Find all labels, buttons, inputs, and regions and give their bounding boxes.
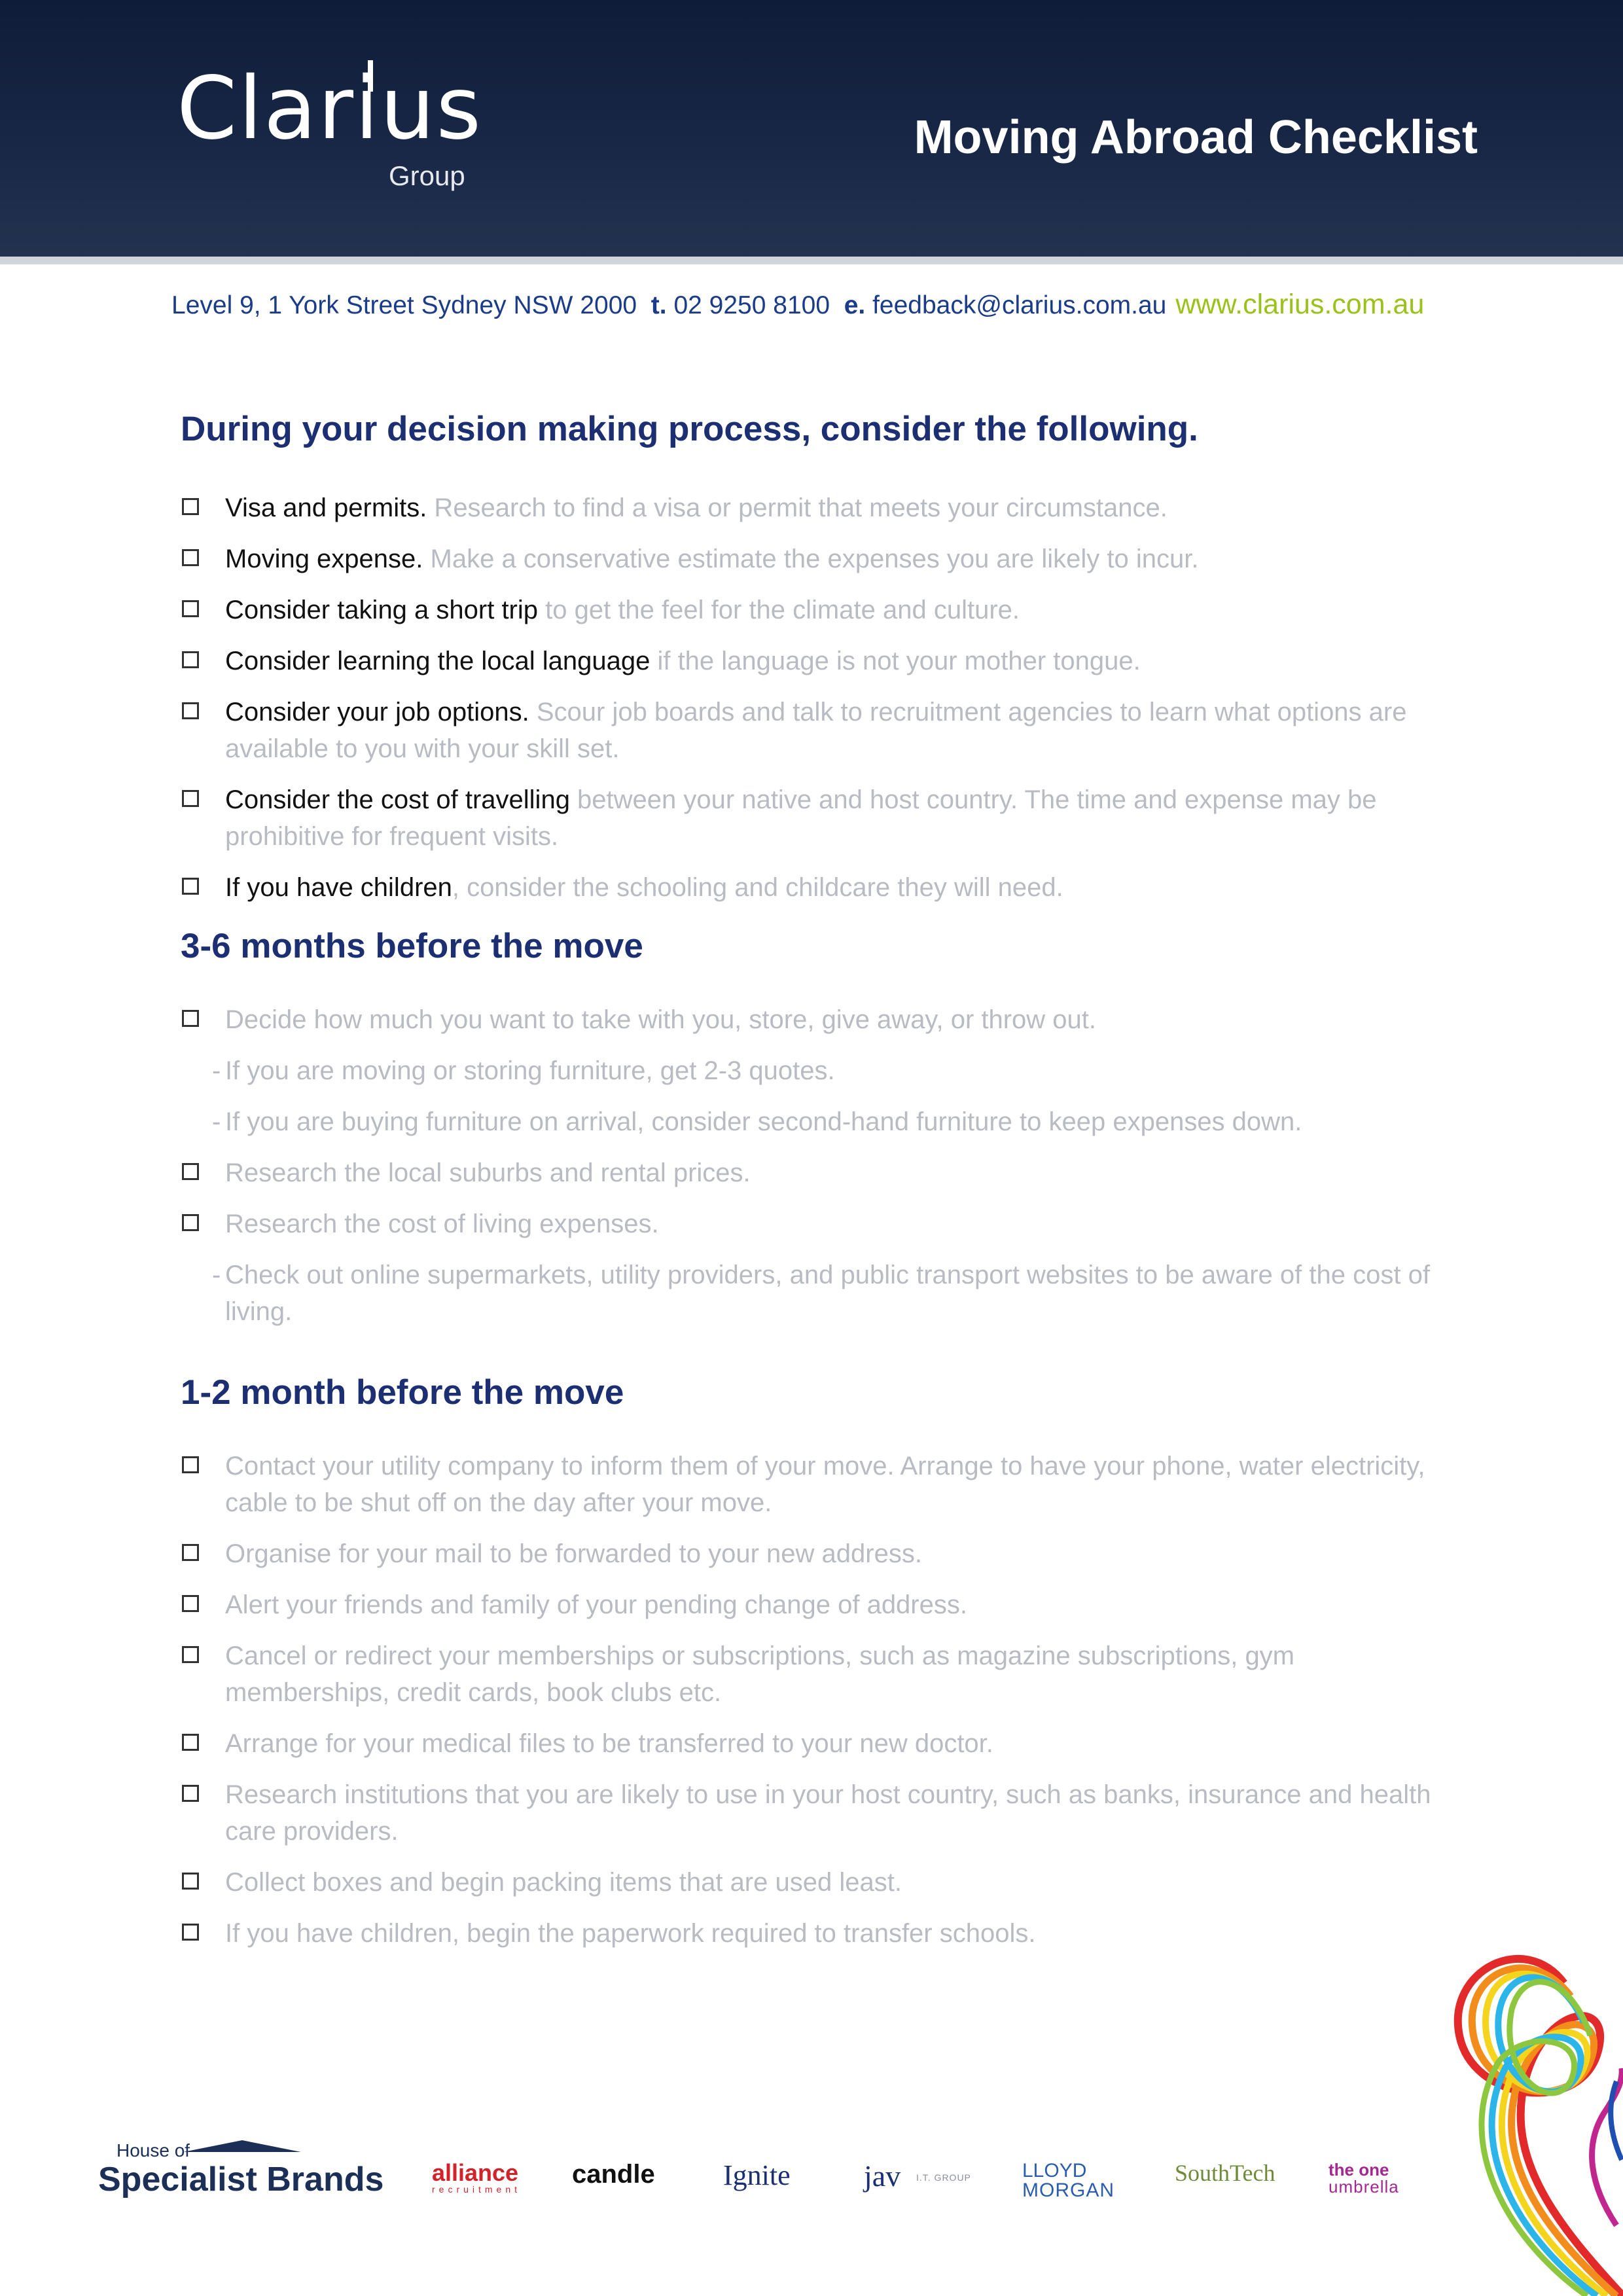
section-heading: During your decision making process, consider the following. bbox=[181, 410, 1198, 448]
item-text: between your native and host country. The time and expense may be prohibitive for frequent visits. bbox=[225, 785, 1377, 851]
checklist-content bbox=[181, 404, 1457, 1966]
clarius-logo[interactable] bbox=[177, 58, 491, 203]
item-text: Research institutions that you are likely to use in your host country, such as banks, insurance and health care providers. bbox=[225, 1780, 1431, 1846]
brand-subtitle: recruitment bbox=[432, 2184, 522, 2195]
house-of-label: House of bbox=[116, 2140, 190, 2161]
checkbox[interactable] bbox=[182, 1010, 199, 1027]
checklist-subitem bbox=[188, 1052, 1457, 1089]
contact-address: Level 9, 1 York Street Sydney NSW 2000 bbox=[171, 291, 637, 319]
checklist-item bbox=[181, 869, 1457, 906]
brand-logo-southtech[interactable] bbox=[1175, 2161, 1275, 2185]
checklist-item bbox=[181, 1776, 1457, 1850]
item-lead: Consider taking a short trip bbox=[225, 596, 539, 624]
checklist-item bbox=[181, 1915, 1457, 1952]
website-link[interactable]: www.clarius.com.au bbox=[1175, 289, 1425, 320]
brand-name: jav bbox=[864, 2159, 901, 2193]
checklist bbox=[181, 1001, 1457, 1330]
brand-logo-jav[interactable] bbox=[864, 2159, 971, 2193]
brand-name: LLOYD bbox=[1022, 2160, 1087, 2181]
item-lead: Consider the cost of travelling bbox=[225, 785, 570, 814]
checkbox[interactable] bbox=[182, 1734, 199, 1751]
checkbox[interactable] bbox=[182, 651, 199, 668]
checkbox[interactable] bbox=[182, 1924, 199, 1941]
email-label: e. bbox=[844, 291, 866, 319]
brand-name: the one bbox=[1329, 2160, 1389, 2179]
checklist-item bbox=[181, 1448, 1457, 1521]
dash-bullet: - bbox=[212, 1056, 221, 1085]
item-lead: Moving expense. bbox=[225, 545, 423, 573]
house-of-specialist-brands-logo[interactable] bbox=[98, 2140, 399, 2212]
checkbox[interactable] bbox=[182, 498, 199, 515]
header-banner bbox=[0, 0, 1623, 257]
checklist-item bbox=[181, 1587, 1457, 1623]
item-text: Research the local suburbs and rental prices. bbox=[225, 1158, 751, 1187]
item-text: Decide how much you want to take with you, store, give away, or throw out. bbox=[225, 1005, 1097, 1034]
item-text: Check out online supermarkets, utility providers, and public transport websites to be aware of the cost of living. bbox=[225, 1261, 1430, 1326]
checkbox[interactable] bbox=[182, 1595, 199, 1612]
brand-name: candle bbox=[572, 2160, 655, 2189]
item-text: if the language is not your mother tongue. bbox=[650, 647, 1141, 675]
checklist bbox=[181, 1448, 1457, 1952]
checkbox[interactable] bbox=[182, 1163, 199, 1180]
dash-bullet: - bbox=[212, 1107, 221, 1136]
checklist-item bbox=[181, 490, 1457, 526]
item-text: Organise for your mail to be forwarded to your new address. bbox=[225, 1539, 922, 1568]
checklist-item bbox=[181, 592, 1457, 628]
item-text: Arrange for your medical files to be transferred to your new doctor. bbox=[225, 1729, 993, 1758]
checklist-item bbox=[181, 1638, 1457, 1711]
phone-label: t. bbox=[651, 291, 667, 319]
logo-sub: Group bbox=[389, 160, 465, 191]
checkbox[interactable] bbox=[182, 702, 199, 719]
checklist-subitem bbox=[188, 1103, 1457, 1140]
brand-logo-ignite[interactable] bbox=[723, 2161, 791, 2190]
item-text: , consider the schooling and childcare they will need. bbox=[452, 873, 1063, 902]
contact-line bbox=[171, 288, 1480, 322]
header-divider bbox=[0, 257, 1623, 264]
item-text: Alert your friends and family of your pending change of address. bbox=[225, 1590, 967, 1619]
checkbox[interactable] bbox=[182, 1785, 199, 1802]
item-text: to get the feel for the climate and culture. bbox=[538, 596, 1020, 624]
footer-brands bbox=[85, 2140, 1427, 2219]
checkbox[interactable] bbox=[182, 878, 199, 895]
brand-subtitle: MORGAN bbox=[1022, 2179, 1115, 2201]
section-heading: 3-6 months before the move bbox=[181, 927, 643, 965]
brand-logo-alliance[interactable] bbox=[432, 2161, 521, 2194]
logo-name: Clarius bbox=[177, 58, 483, 159]
checklist-item bbox=[181, 541, 1457, 577]
checkbox[interactable] bbox=[182, 1456, 199, 1473]
checklist-item bbox=[181, 1725, 1457, 1762]
checklist-subitem bbox=[188, 1257, 1457, 1330]
checkbox[interactable] bbox=[182, 1214, 199, 1231]
brand-logo-lloyd[interactable] bbox=[1022, 2161, 1115, 2200]
checklist-item bbox=[181, 1535, 1457, 1572]
section-heading: 1-2 month before the move bbox=[181, 1373, 624, 1412]
specialist-brands-label: Specialist Brands bbox=[98, 2161, 384, 2198]
item-lead: Consider your job options. bbox=[225, 698, 529, 726]
page-title: Moving Abroad Checklist bbox=[914, 111, 1478, 164]
item-lead: Visa and permits. bbox=[225, 493, 427, 522]
item-lead: Consider learning the local language bbox=[225, 647, 651, 675]
checklist bbox=[181, 490, 1457, 906]
item-text: Research to find a visa or permit that meets your circumstance. bbox=[427, 493, 1168, 522]
dash-bullet: - bbox=[212, 1261, 221, 1289]
checklist-item bbox=[181, 1001, 1457, 1038]
brand-subtitle: umbrella bbox=[1329, 2177, 1399, 2197]
checklist-item bbox=[181, 1155, 1457, 1191]
item-text: If you are buying furniture on arrival, consider second-hand furniture to keep expenses down. bbox=[225, 1107, 1302, 1136]
item-lead: If you have children bbox=[225, 873, 452, 902]
checkbox[interactable] bbox=[182, 549, 199, 566]
item-text: Cancel or redirect your memberships or subscriptions, such as magazine subscriptions, gym memberships, credit cards, book clubs etc. bbox=[225, 1641, 1295, 1707]
brand-name: Ignite bbox=[723, 2159, 791, 2191]
item-text: If you have children, begin the paperwork required to transfer schools. bbox=[225, 1919, 1036, 1948]
checklist-item bbox=[181, 1206, 1457, 1242]
ribbon-swirl-graphic bbox=[1309, 1885, 1623, 2296]
checkbox[interactable] bbox=[182, 790, 199, 807]
checkbox[interactable] bbox=[182, 1646, 199, 1663]
checklist-item bbox=[181, 643, 1457, 679]
item-text: Collect boxes and begin packing items that are used least. bbox=[225, 1868, 902, 1897]
checklist-item bbox=[181, 781, 1457, 855]
item-text: Scour job boards and talk to recruitment agencies to learn what options are available to you with your skill set. bbox=[225, 698, 1407, 763]
checkbox[interactable] bbox=[182, 1873, 199, 1890]
contact-phone[interactable]: 02 9250 8100 bbox=[673, 291, 830, 319]
roof-icon bbox=[183, 2140, 301, 2152]
checkbox[interactable] bbox=[182, 600, 199, 617]
item-text: Make a conservative estimate the expenses you are likely to incur. bbox=[423, 545, 1199, 573]
checklist-item bbox=[181, 694, 1457, 767]
brand-name: alliance bbox=[432, 2159, 519, 2186]
brand-logo-candle[interactable] bbox=[572, 2161, 655, 2187]
contact-email[interactable]: feedback@clarius.com.au bbox=[872, 291, 1167, 319]
item-text: If you are moving or storing furniture, get 2-3 quotes. bbox=[225, 1056, 835, 1085]
checkbox[interactable] bbox=[182, 1544, 199, 1561]
item-text: Research the cost of living expenses. bbox=[225, 1210, 659, 1238]
checklist-item bbox=[181, 1864, 1457, 1901]
brand-name: SouthTech bbox=[1175, 2160, 1275, 2186]
brand-subtitle: I.T. GROUP bbox=[916, 2172, 971, 2183]
item-text: Contact your utility company to inform them of your move. Arrange to have your phone, water electricity, cable to be shut off on the day after your move. bbox=[225, 1452, 1425, 1517]
